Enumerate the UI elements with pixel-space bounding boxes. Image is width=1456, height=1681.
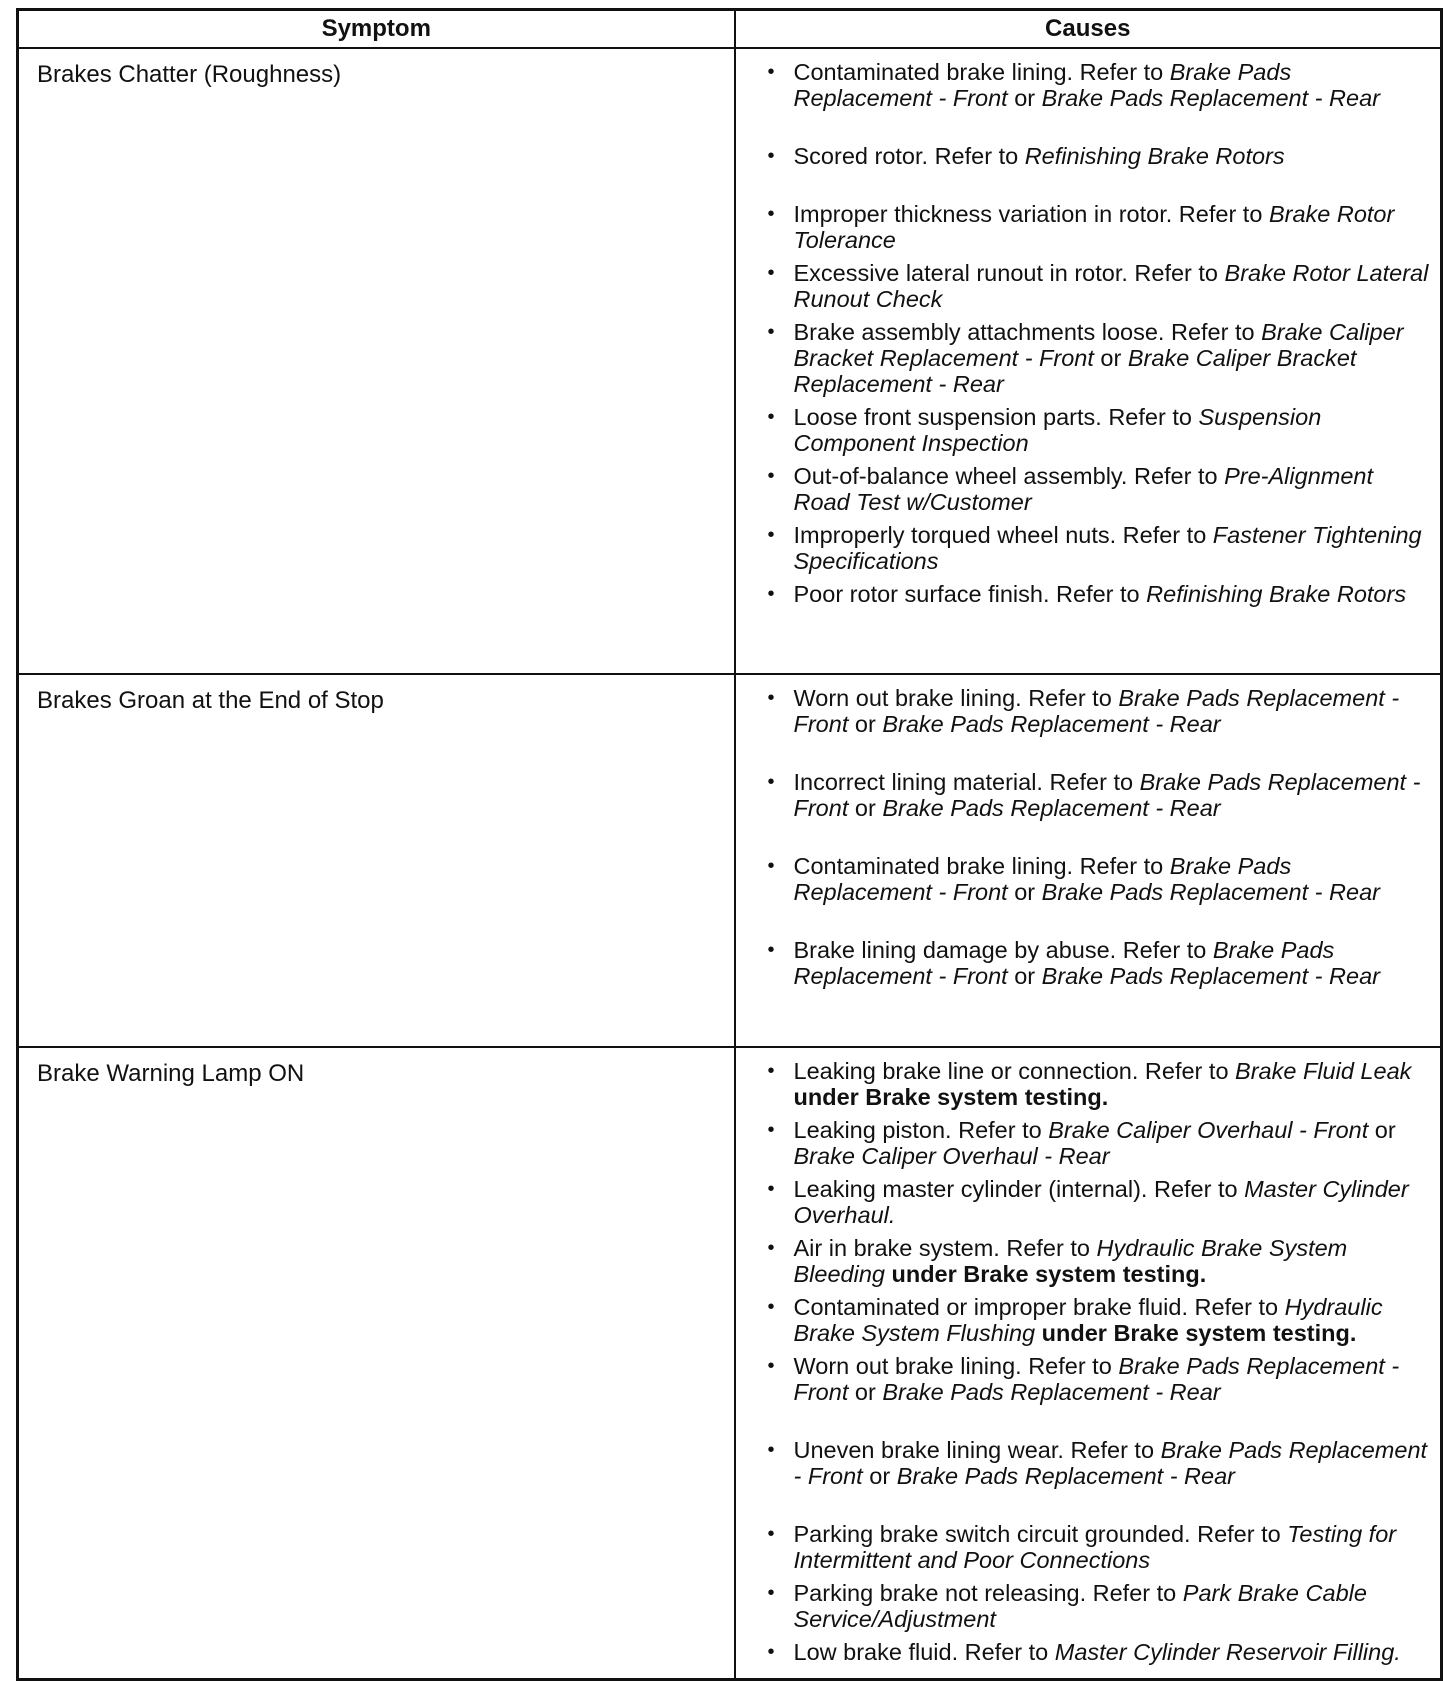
cause-item: • Incorrect lining material. Refer to Brake Pads Replacement - Front or Brake Pads Replacement - Rear: [766, 769, 1431, 821]
reference-link: Master Cylinder Overhaul.: [793, 1176, 1409, 1228]
reference-link: Hydraulic Brake System Bleeding: [793, 1235, 1348, 1287]
cause-item: • Worn out brake lining. Refer to Brake Pads Replacement - Front or Brake Pads Replacement - Rear: [766, 1353, 1431, 1405]
reference-link: Brake Pads Replacement - Rear: [1041, 879, 1380, 905]
reference-link: Brake Pads Replacement - Front: [793, 1353, 1400, 1405]
cause-list: [766, 1058, 1431, 1665]
reference-link: Brake Pads Replacement - Front: [793, 937, 1335, 989]
cause-item: • Improper thickness variation in rotor. Refer to Brake Rotor Tolerance: [766, 201, 1431, 253]
reference-link: Brake Fluid Leak: [1235, 1058, 1412, 1084]
cause-item: • Improperly torqued wheel nuts. Refer to Fastener Tightening Specifications: [766, 522, 1431, 574]
reference-link: Brake Pads Replacement - Front: [793, 59, 1292, 111]
cause-item: • Contaminated or improper brake fluid. Refer to Hydraulic Brake System Flushing under Brake system testing.: [766, 1294, 1431, 1346]
causes-cell: [735, 1047, 1442, 1680]
reference-link: Brake Caliper Bracket Replacement - Front: [793, 319, 1404, 371]
cause-item: • Worn out brake lining. Refer to Brake Pads Replacement - Front or Brake Pads Replacement - Rear: [766, 685, 1431, 737]
cause-item: • Leaking piston. Refer to Brake Caliper Overhaul - Front or Brake Caliper Overhaul - Rear: [766, 1117, 1431, 1169]
causes-cell: [735, 48, 1442, 674]
cause-item: • Scored rotor. Refer to Refinishing Brake Rotors: [766, 143, 1431, 169]
reference-link: Brake Caliper Bracket Replacement - Rear: [793, 345, 1357, 397]
reference-link: Brake Pads Replacement - Rear: [1041, 85, 1380, 111]
cause-list: [766, 59, 1431, 607]
reference-link: Brake Pads Replacement - Rear: [896, 1463, 1235, 1489]
reference-link: Brake Pads Replacement - Front: [793, 685, 1400, 737]
reference-link: Brake Pads Replacement - Rear: [882, 1379, 1221, 1405]
cause-item: • Low brake fluid. Refer to Master Cylinder Reservoir Filling.: [766, 1639, 1431, 1665]
causes-column-header: Causes: [735, 10, 1442, 49]
reference-link: Hydraulic Brake System Flushing: [793, 1294, 1383, 1346]
reference-link: Master Cylinder Reservoir Filling.: [1054, 1639, 1401, 1665]
symptom-cell: Brakes Chatter (Roughness): [18, 48, 735, 674]
reference-link: Pre-Alignment Road Test w/Customer: [793, 463, 1374, 515]
causes-cell: [735, 674, 1442, 1047]
reference-link: Fastener Tightening Specifications: [793, 522, 1422, 574]
symptom-column-header: Symptom: [18, 10, 735, 49]
cause-item: • Leaking master cylinder (internal). Refer to Master Cylinder Overhaul.: [766, 1176, 1431, 1228]
reference-link: Brake Pads Replacement - Front: [793, 1437, 1428, 1489]
reference-link: Brake Pads Replacement - Rear: [882, 711, 1221, 737]
reference-link: Brake Pads Replacement - Rear: [1041, 963, 1380, 989]
reference-link: Refinishing Brake Rotors: [1024, 143, 1285, 169]
cause-item: • Parking brake switch circuit grounded. Refer to Testing for Intermittent and Poor Connections: [766, 1521, 1431, 1573]
diagnostic-table: [16, 8, 1443, 1681]
reference-link: Testing for Intermittent and Poor Connections: [793, 1521, 1397, 1573]
cause-item: • Excessive lateral runout in rotor. Refer to Brake Rotor Lateral Runout Check: [766, 260, 1431, 312]
cause-item: • Uneven brake lining wear. Refer to Brake Pads Replacement - Front or Brake Pads Replacement - Rear: [766, 1437, 1431, 1489]
cause-item: • Contaminated brake lining. Refer to Brake Pads Replacement - Front or Brake Pads Replacement - Rear: [766, 853, 1431, 905]
cause-item: • Out-of-balance wheel assembly. Refer to Pre-Alignment Road Test w/Customer: [766, 463, 1431, 515]
cause-item: • Brake assembly attachments loose. Refer to Brake Caliper Bracket Replacement - Front or Brake Caliper Bracket Replacement - Rear: [766, 319, 1431, 397]
cause-item: • Brake lining damage by abuse. Refer to Brake Pads Replacement - Front or Brake Pads Replacement - Rear: [766, 937, 1431, 989]
cause-item: • Poor rotor surface finish. Refer to Refinishing Brake Rotors: [766, 581, 1431, 607]
reference-link: Brake Pads Replacement - Front: [793, 853, 1292, 905]
cause-item: • Loose front suspension parts. Refer to Suspension Component Inspection: [766, 404, 1431, 456]
reference-link: Brake Caliper Overhaul - Rear: [793, 1143, 1110, 1169]
reference-link: Refinishing Brake Rotors: [1146, 581, 1407, 607]
reference-link: Park Brake Cable Service/Adjustment: [793, 1580, 1367, 1632]
reference-link: Brake Rotor Lateral Runout Check: [793, 260, 1429, 312]
reference-link: Brake Pads Replacement - Front: [793, 769, 1421, 821]
cause-item: • Leaking brake line or connection. Refer to Brake Fluid Leak under Brake system testing.: [766, 1058, 1431, 1110]
table-row: [18, 48, 1442, 674]
cause-item: • Contaminated brake lining. Refer to Brake Pads Replacement - Front or Brake Pads Replacement - Rear: [766, 59, 1431, 111]
table-row: [18, 674, 1442, 1047]
symptom-cell: Brakes Groan at the End of Stop: [18, 674, 735, 1047]
reference-link: Suspension Component Inspection: [793, 404, 1322, 456]
cause-list: [766, 685, 1431, 989]
reference-link: Brake Pads Replacement - Rear: [882, 795, 1221, 821]
header-row: [18, 10, 1442, 49]
cause-item: • Parking brake not releasing. Refer to Park Brake Cable Service/Adjustment: [766, 1580, 1431, 1632]
reference-link: Brake Caliper Overhaul - Front: [1048, 1117, 1369, 1143]
symptom-cell: Brake Warning Lamp ON: [18, 1047, 735, 1680]
table-row: [18, 1047, 1442, 1680]
cause-item: • Air in brake system. Refer to Hydraulic Brake System Bleeding under Brake system testing.: [766, 1235, 1431, 1287]
reference-link: Brake Rotor Tolerance: [793, 201, 1395, 253]
